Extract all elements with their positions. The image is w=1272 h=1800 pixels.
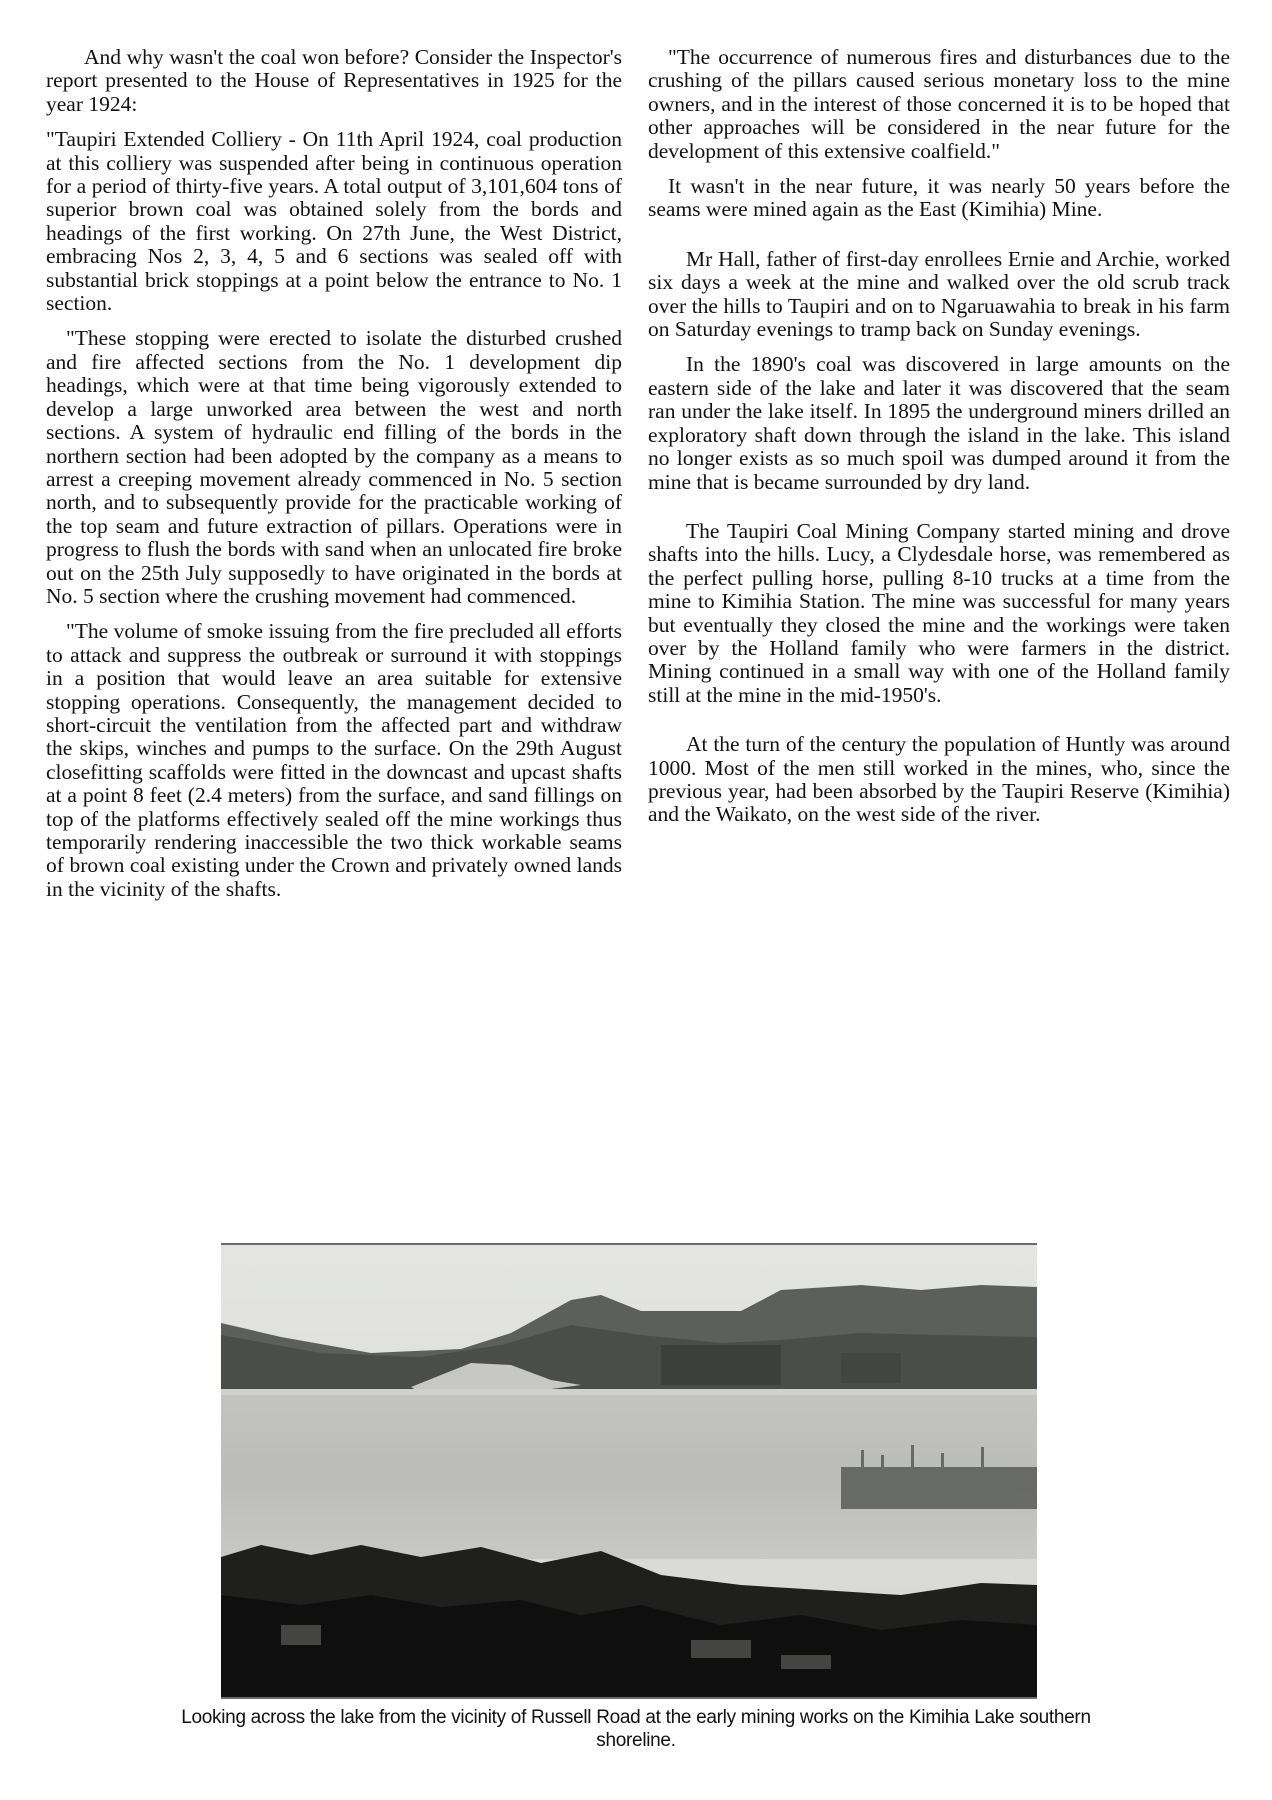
paragraph-turn-of-century: At the turn of the century the population of Huntly was around 1000. Most of the men still worked in the mines, who, since the previous year, had been absorbed by the Taupiri Reserve (Kimihia) and the Waikato, on the west side of the river. (648, 732, 1230, 827)
quote-paragraph-stoppings: "These stopping were erected to isolate the disturbed crushed and fire affected sections from the No. 1 development dip headings, which were at that time being vigorously extended to develop a large unworked area between the west and north sections. A system of hydraulic end filling of the bords in the northern section had been adopted by the company as a means to arrest a creeping movement already commenced in No. 5 section north, and to subsequently provide for the practicable working of the top seam and future extraction of pillars. Operations were in progress to flush the bords with sand when an unlocated fire broke out on the 25th July supposedly to have originated in the bords at No. 5 section where the crushing movement had commenced. (46, 326, 622, 608)
quote-paragraph-colliery: "Taupiri Extended Colliery - On 11th April 1924, coal production at this colliery was suspended after being in continuous operation for a period of thirty-five years. A total output of 3,101,604 tons of superior brown coal was obtained solely from the bords and headings of the first working. On 27th June, the West District, embracing Nos 2, 3, 4, 5 and 6 sections was sealed off with substantial brick stoppings at a point below the entrance to No. 1 section. (46, 127, 622, 316)
quote-paragraph-smoke: "The volume of smoke issuing from the fire precluded all efforts to attack and suppress the outbreak or surround it with stoppings in a position that would leave an area suitable for extensive stopping operations. Consequently, the management decided to short-circuit the ventilation from the affected part and withdraw the skips, winches and pumps to the surface. On the 29th August closefitting scaffolds were fitted in the downcast and upcast shafts at a point 8 feet (2.4 meters) from the surface, and sand fillings on top of the platforms effectively sealed off the mine workings thus temporarily rendering inaccessible the two thick workable seams of brown coal existing under the Crown and privately owned lands in the vicinity of the shafts. (46, 619, 622, 901)
quote-paragraph-fires: "The occurrence of numerous fires and disturbances due to the crushing of the pillars caused serious monetary loss to the mine owners, and in the interest of those concerned it is to be hoped that other approaches will be considered in the near future for the development of this extensive coalfield." (648, 45, 1230, 163)
left-column (46, 46, 622, 913)
lake-photo-image (221, 1245, 1037, 1697)
lake-photograph (221, 1243, 1037, 1699)
paragraph-1890s-coal: In the 1890's coal was discovered in large amounts on the eastern side of the lake and later it was discovered that the seam ran under the lake itself. In 1895 the underground miners drilled an exploratory shaft down through the island in the lake. This island no longer exists as so much spoil was dumped around it from the mine that is became surrounded by dry land. (648, 352, 1230, 494)
photo-caption: Looking across the lake from the vicinity of Russell Road at the early mining works on the Kimihia Lake southern shoreline. (181, 1707, 1091, 1751)
intro-paragraph: And why wasn't the coal won before? Consider the Inspector's report presented to the House of Representatives in 1925 for the year 1924: (46, 45, 622, 116)
paragraph-near-future: It wasn't in the near future, it was nearly 50 years before the seams were mined again as the East (Kimihia) Mine. (648, 174, 1230, 222)
paragraph-taupiri-company: The Taupiri Coal Mining Company started mining and drove shafts into the hills. Lucy, a Clydesdale horse, was remembered as the perfect pulling horse, pulling 8-10 trucks at a time from the mine to Kimihia Station. The mine was successful for many years but eventually they closed the mine and the workings were taken over by the Holland family who were farmers in the district. Mining continued in a small way with one of the Holland family still at the mine in the mid-1950's. (648, 518, 1230, 707)
paragraph-mr-hall: Mr Hall, father of first-day enrollees Ernie and Archie, worked six days a week at the mine and walked over the old scrub track over the hills to Taupiri and on to Ngaruawahia to break in his farm on Saturday evenings to tramp back on Sunday evenings. (648, 246, 1230, 342)
right-column (648, 46, 1230, 839)
